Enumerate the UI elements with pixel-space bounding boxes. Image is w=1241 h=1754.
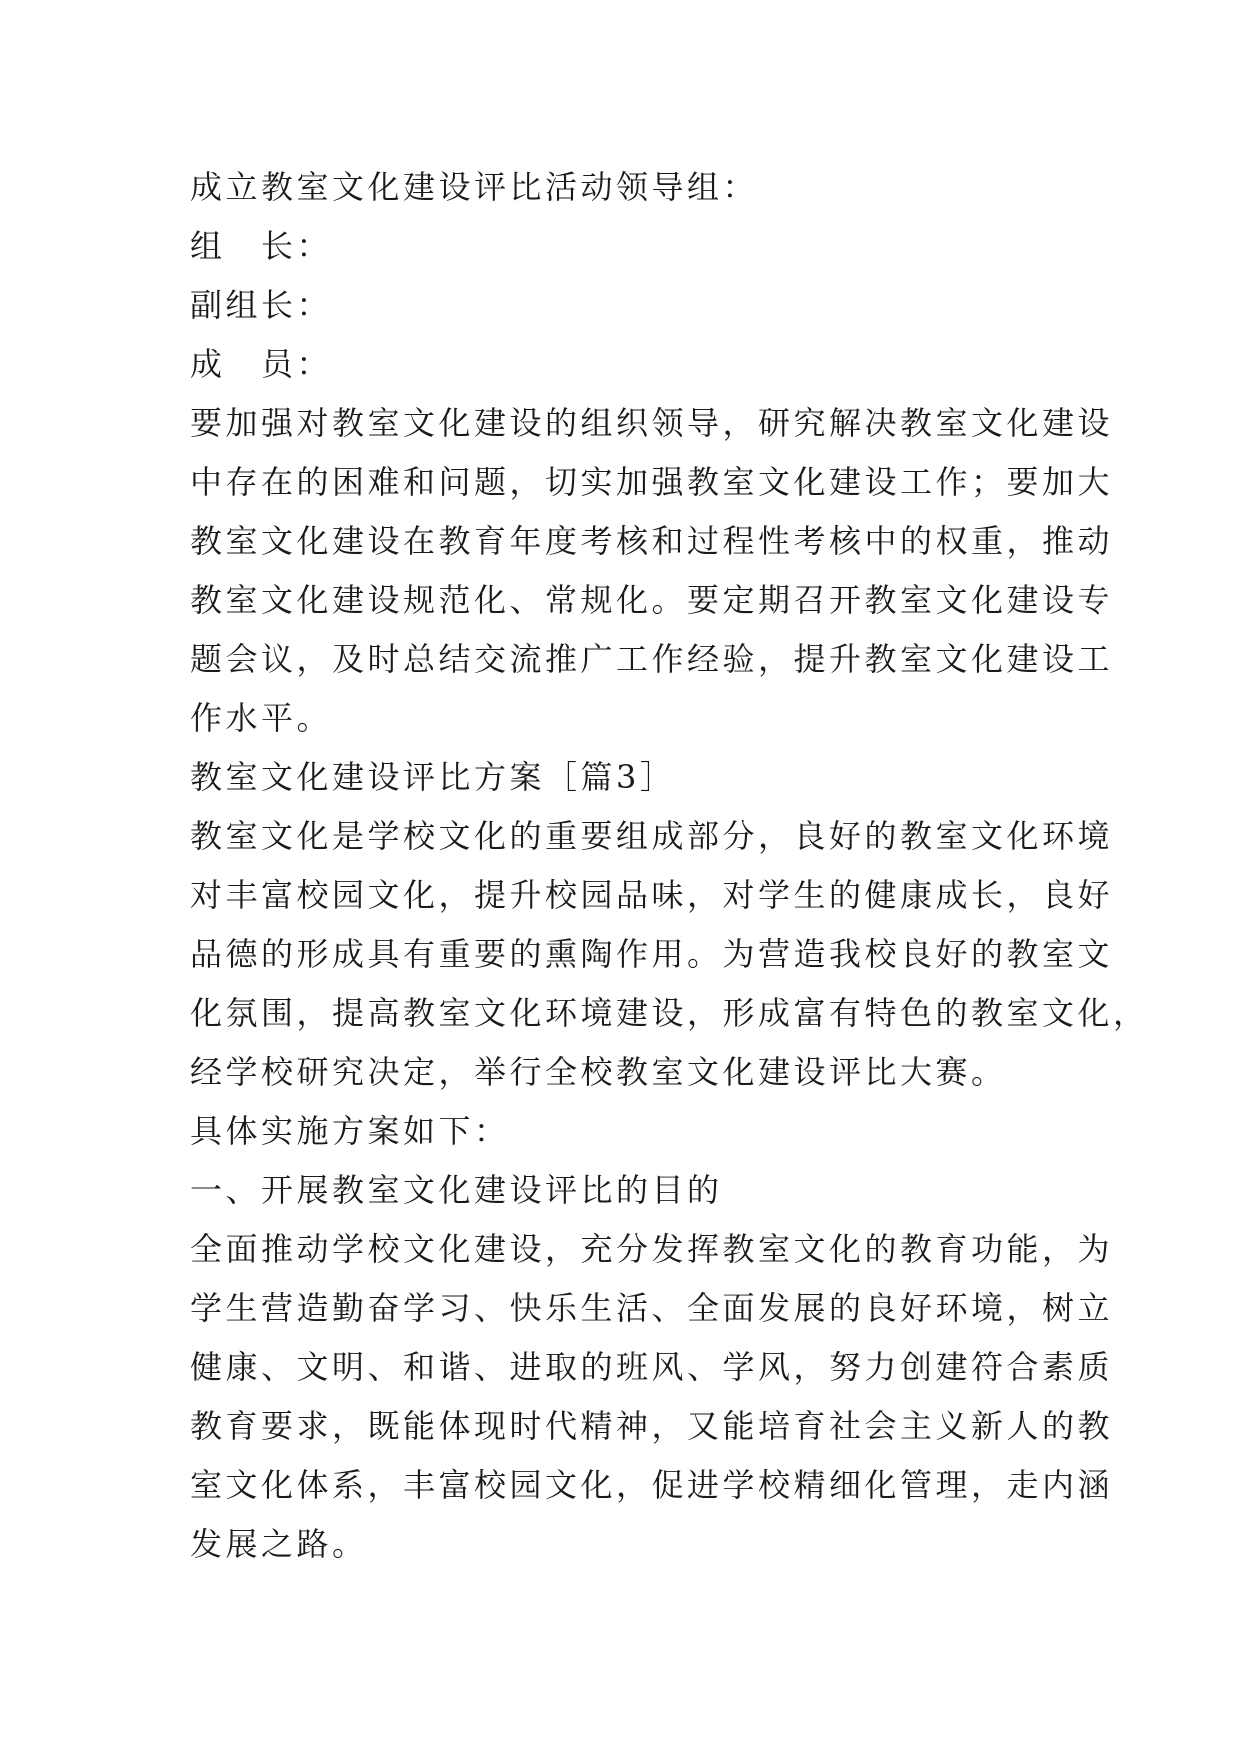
paragraph-line: 教育要求，既能体现时代精神，又能培育社会主义新人的教	[190, 1407, 1114, 1445]
paragraph-line: 中存在的困难和问题，切实加强教室文化建设工作；要加大	[190, 463, 1114, 501]
paragraph-line: 题会议，及时总结交流推广工作经验，提升教室文化建设工	[190, 640, 1114, 678]
section-heading: 一、开展教室文化建设评比的目的	[190, 1171, 723, 1209]
paragraph-line: 健康、文明、和谐、进取的班风、学风，努力创建符合素质	[190, 1348, 1114, 1386]
paragraph-line: 品德的形成具有重要的熏陶作用。为营造我校良好的教室文	[190, 935, 1114, 973]
paragraph-line: 作水平。	[190, 699, 333, 737]
paragraph-line: 发展之路。	[190, 1525, 368, 1563]
paragraph-line: 具体实施方案如下：	[190, 1112, 510, 1150]
group-leader-label: 组 长：	[190, 227, 333, 265]
paragraph-line: 对丰富校园文化，提升校园品味，对学生的健康成长，良好	[190, 876, 1114, 914]
leadership-group-heading: 成立教室文化建设评比活动领导组：	[190, 168, 759, 206]
paragraph-line: 经学校研究决定，举行全校教室文化建设评比大赛。	[190, 1053, 1007, 1091]
paragraph-line: 教室文化建设在教育年度考核和过程性考核中的权重，推动	[190, 522, 1114, 560]
paragraph-line: 全面推动学校文化建设，充分发挥教室文化的教育功能，为	[190, 1230, 1114, 1268]
paragraph-line: 教室文化是学校文化的重要组成部分，良好的教室文化环境	[190, 817, 1114, 855]
section-title: 教室文化建设评比方案［篇3］	[190, 758, 676, 796]
paragraph-line: 要加强对教室文化建设的组织领导，研究解决教室文化建设	[190, 404, 1114, 442]
paragraph-line: 教室文化建设规范化、常规化。要定期召开教室文化建设专	[190, 581, 1114, 619]
members-label: 成 员：	[190, 345, 333, 383]
paragraph-line: 学生营造勤奋学习、快乐生活、全面发展的良好环境，树立	[190, 1289, 1114, 1327]
paragraph-line: 化氛围，提高教室文化环境建设，形成富有特色的教室文化，	[190, 994, 1149, 1032]
paragraph-line: 室文化体系，丰富校园文化，促进学校精细化管理，走内涵	[190, 1466, 1114, 1504]
deputy-leader-label: 副组长：	[190, 286, 333, 324]
document-body	[190, 158, 1149, 1574]
